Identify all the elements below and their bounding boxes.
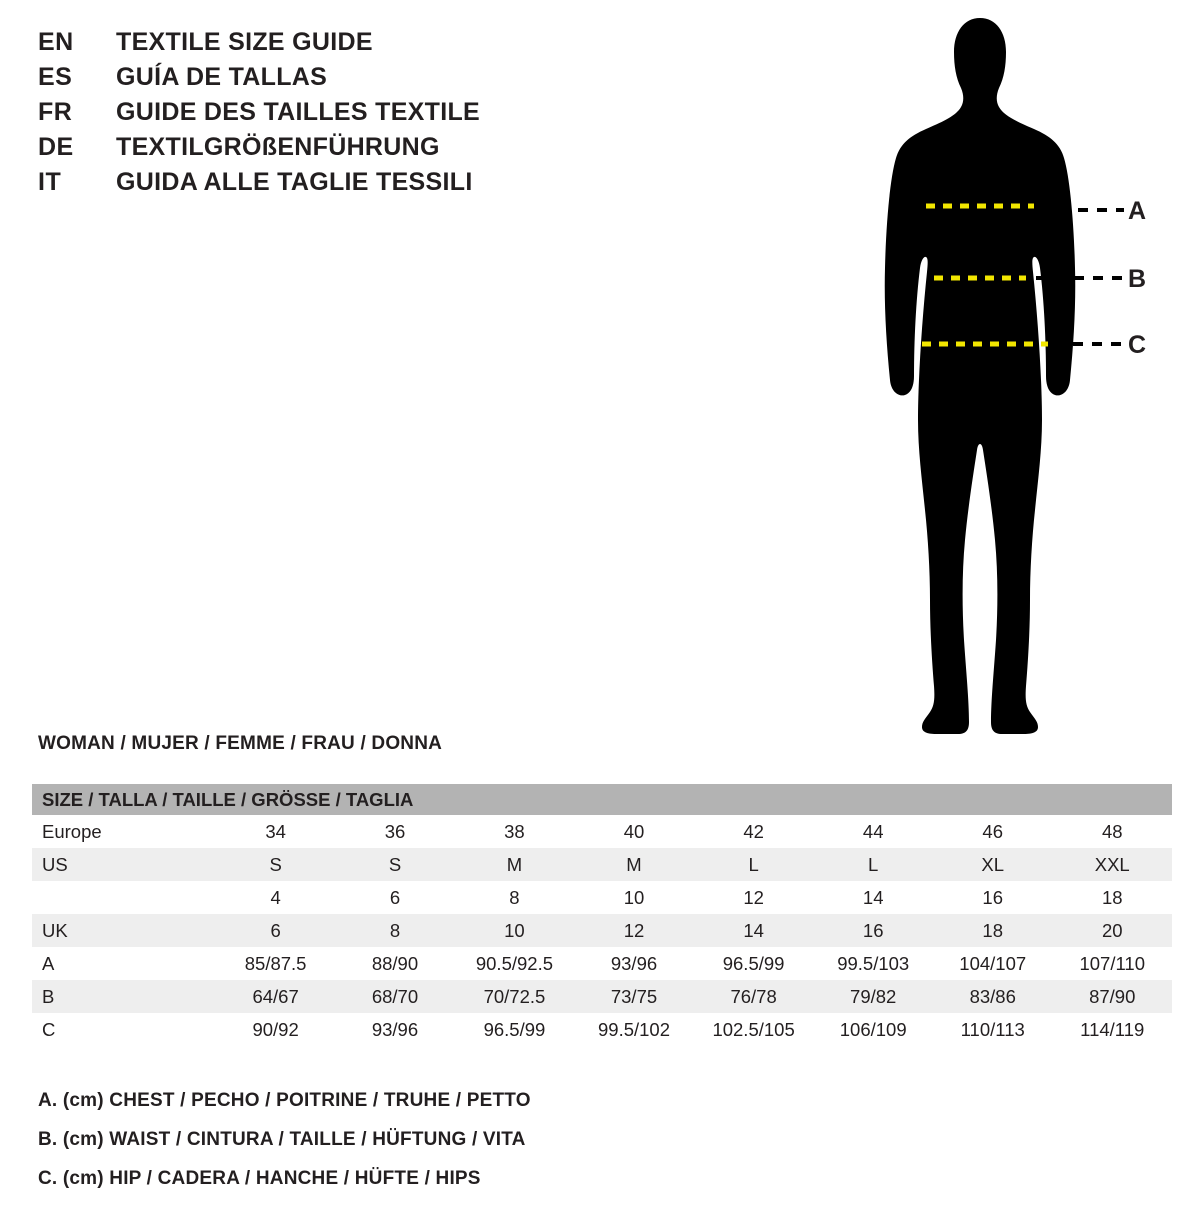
section-heading-woman: WOMAN / MUJER / FEMME / FRAU / DONNA xyxy=(38,733,443,754)
cell: 83/86 xyxy=(933,980,1053,1013)
measurement-legend xyxy=(38,1090,531,1207)
cell: 48 xyxy=(1052,815,1172,848)
table-row xyxy=(32,1013,1172,1046)
cell: 79/82 xyxy=(813,980,933,1013)
cell: 64/67 xyxy=(216,980,335,1013)
cell: 40 xyxy=(574,815,694,848)
cell: 114/119 xyxy=(1052,1013,1172,1046)
cell: 10 xyxy=(574,881,694,914)
cell: 104/107 xyxy=(933,947,1053,980)
cell: 8 xyxy=(335,914,454,947)
cell: 18 xyxy=(933,914,1053,947)
cell: 4 xyxy=(216,881,335,914)
title-row xyxy=(38,28,598,57)
legend-item-chest: A. (cm) CHEST / PECHO / POITRINE / TRUHE / PETTO xyxy=(38,1090,531,1111)
cell: 99.5/103 xyxy=(813,947,933,980)
cell: 16 xyxy=(933,881,1053,914)
title-row xyxy=(38,98,598,127)
cell: 14 xyxy=(694,914,814,947)
cell: 99.5/102 xyxy=(574,1013,694,1046)
cell: 38 xyxy=(455,815,575,848)
cell: 96.5/99 xyxy=(694,947,814,980)
title-text: GUIDA ALLE TAGLIE TESSILI xyxy=(116,168,473,196)
title-row xyxy=(38,133,598,162)
cell: 70/72.5 xyxy=(455,980,575,1013)
table-row xyxy=(32,881,1172,914)
cell: 18 xyxy=(1052,881,1172,914)
cell: 6 xyxy=(216,914,335,947)
cell: L xyxy=(813,848,933,881)
row-label: UK xyxy=(32,914,216,947)
cell: S xyxy=(216,848,335,881)
table-header-label: SIZE / TALLA / TAILLE / GRÖSSE / TAGLIA xyxy=(32,784,1172,815)
cell: 12 xyxy=(694,881,814,914)
cell: 110/113 xyxy=(933,1013,1053,1046)
female-body-figure xyxy=(830,10,1190,750)
table-row xyxy=(32,914,1172,947)
cell: 6 xyxy=(335,881,454,914)
title-row xyxy=(38,168,598,197)
legend-item-waist: B. (cm) WAIST / CINTURA / TAILLE / HÜFTUNG / VITA xyxy=(38,1129,526,1150)
row-label: A xyxy=(32,947,216,980)
title-row xyxy=(38,63,598,92)
cell: 44 xyxy=(813,815,933,848)
language-code: EN xyxy=(38,28,74,56)
cell: 10 xyxy=(455,914,575,947)
table-row xyxy=(32,815,1172,848)
cell: 14 xyxy=(813,881,933,914)
cell: 88/90 xyxy=(335,947,454,980)
cell: 12 xyxy=(574,914,694,947)
row-label: Europe xyxy=(32,815,216,848)
marker-label-a: A xyxy=(1128,197,1147,225)
title-block xyxy=(38,28,598,203)
table-row xyxy=(32,848,1172,881)
cell: 68/70 xyxy=(335,980,454,1013)
cell: 16 xyxy=(813,914,933,947)
cell: 20 xyxy=(1052,914,1172,947)
title-text: GUÍA DE TALLAS xyxy=(116,63,328,91)
size-chart-table xyxy=(32,784,1172,1046)
cell: 34 xyxy=(216,815,335,848)
table-row xyxy=(32,947,1172,980)
language-code: IT xyxy=(38,168,62,196)
cell: 8 xyxy=(455,881,575,914)
cell: 73/75 xyxy=(574,980,694,1013)
cell: 85/87.5 xyxy=(216,947,335,980)
legend-item-hip: C. (cm) HIP / CADERA / HANCHE / HÜFTE / HIPS xyxy=(38,1168,481,1189)
cell: 102.5/105 xyxy=(694,1013,814,1046)
cell: 93/96 xyxy=(574,947,694,980)
language-code: FR xyxy=(38,98,73,126)
title-text: TEXTILE SIZE GUIDE xyxy=(116,28,373,56)
language-code: ES xyxy=(38,63,73,91)
cell: 76/78 xyxy=(694,980,814,1013)
cell: XL xyxy=(933,848,1053,881)
row-label: B xyxy=(32,980,216,1013)
cell: 107/110 xyxy=(1052,947,1172,980)
title-text: TEXTILGRÖßENFÜHRUNG xyxy=(116,133,440,161)
row-label xyxy=(32,881,216,914)
cell: 96.5/99 xyxy=(455,1013,575,1046)
row-label: C xyxy=(32,1013,216,1046)
cell: 36 xyxy=(335,815,454,848)
cell: XXL xyxy=(1052,848,1172,881)
female-silhouette-icon xyxy=(830,10,1190,750)
cell: 90.5/92.5 xyxy=(455,947,575,980)
table-row xyxy=(32,980,1172,1013)
cell: M xyxy=(455,848,575,881)
cell: 93/96 xyxy=(335,1013,454,1046)
cell: 42 xyxy=(694,815,814,848)
table-header-row xyxy=(32,784,1172,815)
cell: 46 xyxy=(933,815,1053,848)
cell: L xyxy=(694,848,814,881)
title-text: GUIDE DES TAILLES TEXTILE xyxy=(116,98,481,126)
cell: S xyxy=(335,848,454,881)
row-label: US xyxy=(32,848,216,881)
cell: 90/92 xyxy=(216,1013,335,1046)
cell: M xyxy=(574,848,694,881)
marker-label-b: B xyxy=(1128,265,1147,293)
cell: 106/109 xyxy=(813,1013,933,1046)
language-code: DE xyxy=(38,133,74,161)
marker-label-c: C xyxy=(1128,331,1147,359)
cell: 87/90 xyxy=(1052,980,1172,1013)
